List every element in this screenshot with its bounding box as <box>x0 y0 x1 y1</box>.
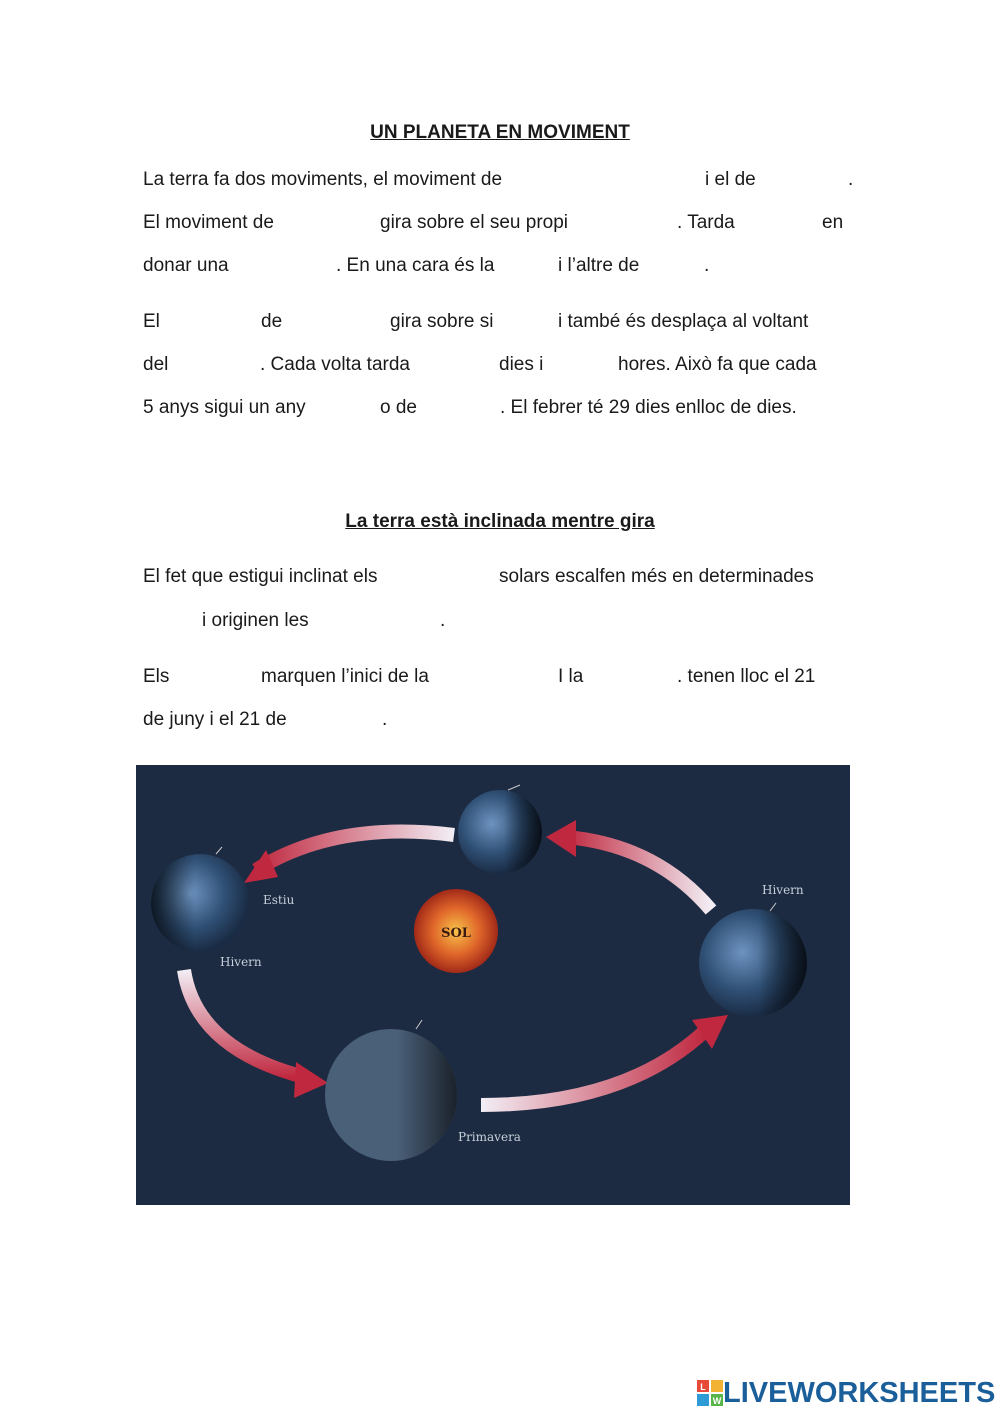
answer-blank-19[interactable] <box>327 607 441 635</box>
p3-line1-text-a: El fet que estigui inclinat els <box>143 566 378 587</box>
p1-line3-text-d: . <box>704 255 710 276</box>
answer-blank-8[interactable] <box>658 252 706 280</box>
answer-blank-2[interactable] <box>772 166 850 194</box>
p4-line2-text-a: de juny i el 21 de <box>143 709 287 730</box>
answer-blank-10[interactable] <box>289 308 391 336</box>
answer-blank-12[interactable] <box>176 351 262 379</box>
p2-line3-text-c: . El febrer té 29 dies enlloc de dies. <box>500 397 797 418</box>
p2-line3-text-b: o de <box>380 397 417 418</box>
answer-blank-13[interactable] <box>432 351 500 379</box>
p3-line2-text-a: i originen les <box>202 610 309 631</box>
p1-line3-text-b: . En una cara és la <box>336 255 495 276</box>
section-title-inclination: La terra està inclinada mentre gira <box>345 511 655 532</box>
p2-line1-text-d: i també és desplaça al voltant <box>558 311 809 332</box>
answer-blank-6[interactable] <box>244 252 338 280</box>
answer-blank-1[interactable] <box>556 166 704 194</box>
p1-line1-text-c: . <box>848 169 854 190</box>
p2-line1-text-c: gira sobre si <box>390 311 494 332</box>
liveworksheets-logo-icon <box>697 1380 723 1406</box>
answer-blank-20[interactable] <box>174 663 262 691</box>
p1-line2-text-a: El moviment de <box>143 212 274 233</box>
p1-line2-text-c: . Tarda <box>677 212 735 233</box>
svg-text:L: L <box>700 1382 706 1392</box>
label-hivern-right: Hivern <box>762 883 804 897</box>
p1-line3-text-c: i l’altre de <box>558 255 640 276</box>
p1-line1-text-a: La terra fa dos moviments, el moviment de <box>143 169 503 190</box>
p3-line1-text-b: solars escalfen més en determinades <box>499 566 814 587</box>
answer-blank-3[interactable] <box>295 209 381 237</box>
p4-line1-text-d: . tenen lloc el 21 <box>677 666 816 687</box>
liveworksheets-logo <box>697 1377 995 1409</box>
p1-line1-text-b: i el de <box>705 169 756 190</box>
answer-blank-14[interactable] <box>552 351 620 379</box>
p4-line2-text-b: . <box>382 709 388 730</box>
label-estiu: Estiu <box>263 893 295 907</box>
p2-line2-text-d: hores. Això fa que cada <box>618 354 817 375</box>
answer-blank-5[interactable] <box>745 209 823 237</box>
worksheet-title: UN PLANETA EN MOVIMENT <box>370 122 630 143</box>
p2-line2-text-a: del <box>143 354 169 375</box>
p2-line2-text-b: . Cada volta tarda <box>260 354 410 375</box>
svg-text:W: W <box>712 1396 722 1406</box>
p2-line1-text-b: de <box>261 311 283 332</box>
liveworksheets-brand-text: LIVEWORKSHEETS <box>723 1376 996 1409</box>
p4-line1-text-c: I la <box>558 666 584 687</box>
p2-line2-text-c: dies i <box>499 354 544 375</box>
label-hivern-left: Hivern <box>220 955 262 969</box>
answer-blank-16[interactable] <box>426 394 502 422</box>
p1-line2-text-d: en <box>822 212 844 233</box>
p2-line1-text-a: El <box>143 311 160 332</box>
p2-line3-text-a: 5 anys sigui un any <box>143 397 306 418</box>
answer-blank-9[interactable] <box>164 308 262 336</box>
answer-blank-23[interactable] <box>308 706 384 734</box>
p1-line3-text-a: donar una <box>143 255 229 276</box>
label-primavera: Primavera <box>458 1130 521 1144</box>
p4-line1-text-b: marquen l’inici de la <box>261 666 429 687</box>
answer-blank-17[interactable] <box>412 563 500 591</box>
answer-blank-4[interactable] <box>596 209 678 237</box>
sun-label: SOL <box>441 926 471 941</box>
answer-blank-18[interactable] <box>143 607 203 635</box>
answer-blank-7[interactable] <box>510 252 560 280</box>
p3-line2-text-b: . <box>440 610 446 631</box>
p4-line1-text-a: Els <box>143 666 170 687</box>
p1-line2-text-b: gira sobre el seu propi <box>380 212 568 233</box>
answer-blank-22[interactable] <box>590 663 678 691</box>
answer-blank-21[interactable] <box>458 663 558 691</box>
answer-blank-15[interactable] <box>325 394 381 422</box>
answer-blank-11[interactable] <box>509 308 559 336</box>
earth-orbit-diagram <box>136 765 850 1205</box>
